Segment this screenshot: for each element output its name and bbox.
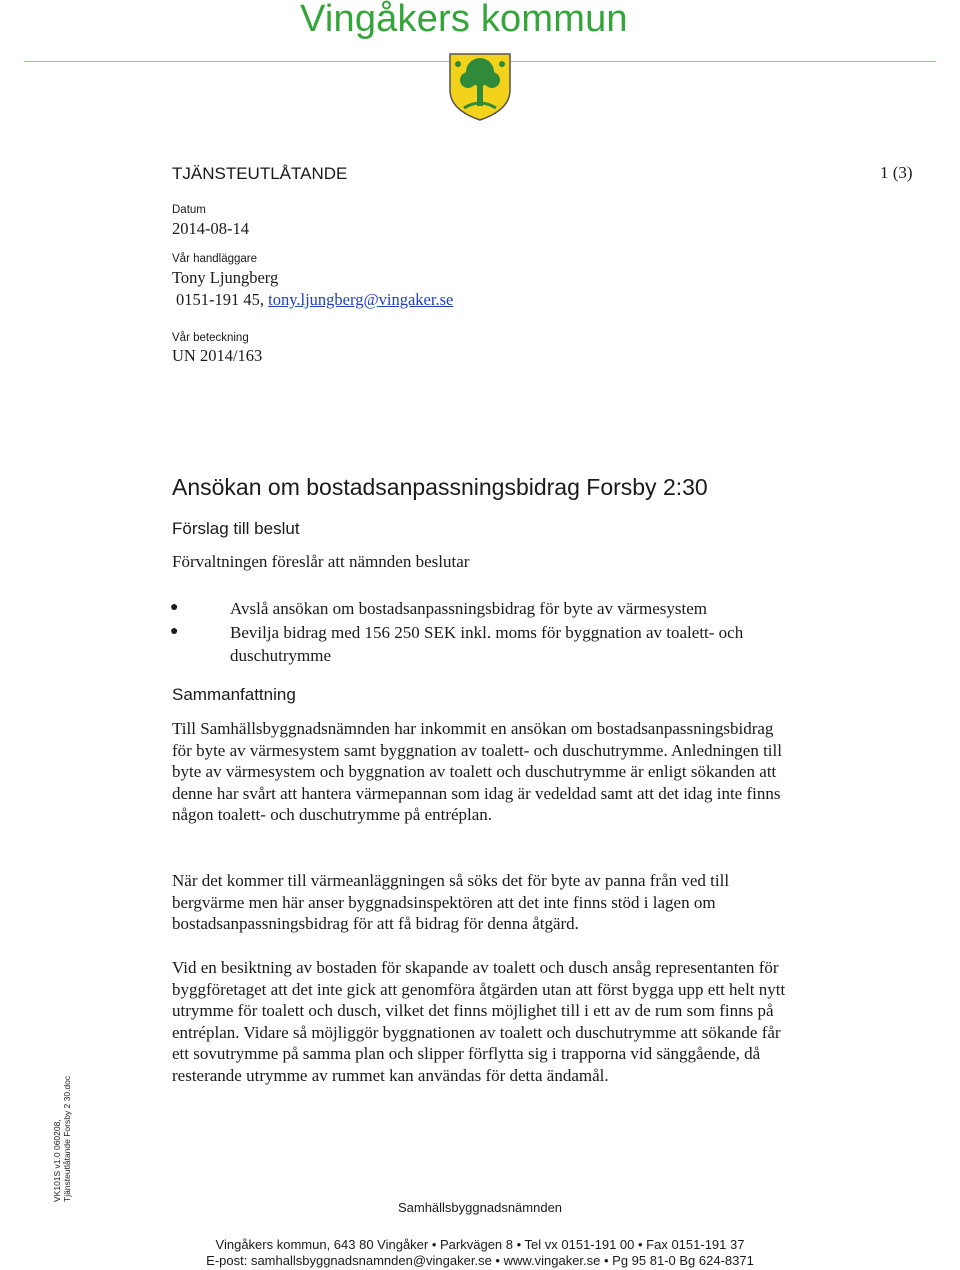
proposal-item: Bevilja bidrag med 156 250 SEK inkl. moms för byggnation av toalett- och duschutrymme [230,623,744,665]
phone-number: 0151-191 45, [176,290,269,309]
summary-paragraph: När det kommer till värmeanläggningen så söks det för byte av panna från ved till bergvärme men här anser byggnadsinspektören att det inte finns stöd i lagen om bostadsanpassningsbidrag för att få bidrag för denna åtgärd. [172,871,730,934]
date-label: Datum [172,204,206,216]
summary-paragraph: Till Samhällsbyggnadsnämnden har inkommit en ansökan om bostadsanpassningsbidrag för byte av värmesystem samt byggnation av toalett- och duschutrymme. Anledningen till byte av värmesystem och byggnation av toalett och duschutrymme är enligt sökanden att denne har svårt att hantera värmepannan som idag är vedeldad samt att det idag inte finns någon toalett- och duschutrymme på entréplan. [172,719,782,825]
document-title: Ansökan om bostadsanpassningsbidrag Forsby 2:30 [172,474,708,500]
reference-label: Vår beteckning [172,332,249,344]
reference-value: UN 2014/163 [172,346,263,365]
organization-name: Vingåkers kommun [300,0,628,40]
bullet-icon: ● [170,624,179,639]
coat-of-arms-icon [448,52,512,122]
footer-address: Vingåkers kommun, 643 80 Vingåker • Parkvägen 8 • Tel vx 0151-191 00 • Fax 0151-191 37 [215,1237,745,1252]
date-value: 2014-08-14 [172,219,249,238]
summary-heading: Sammanfattning [172,685,296,704]
page-number: 1 (3) [880,163,913,182]
proposal-item: Avslå ansökan om bostadsanpassningsbidrag för byte av värmesystem [230,599,708,618]
handler-label: Vår handläggare [172,253,258,265]
email-link[interactable]: tony.ljungberg@vingaker.se [268,290,454,309]
handler-contact [176,290,453,310]
handler-name: Tony Ljungberg [172,268,279,287]
proposal-intro: Förvaltningen föreslår att nämnden beslutar [172,552,470,571]
document-type: TJÄNSTEUTLÅTANDE [172,164,348,183]
bullet-icon: ● [170,600,179,615]
summary-paragraph: Vid en besiktning av bostaden för skapande av toalett och dusch ansåg representanten för byggföretaget att det inte gick att genomföra åtgärden utan att först bygga upp ett helt nytt utrymme för toalett och dusch, vilket det finns möjlighet till i ett av de rum som finns på entréplan. Vidare så möjliggör byggnationen av toalett och duschutrymme att sökande får ett sovutrymme på samma plan och slipper förflytta sig i trapporna vid sänggående, då resterande utrymme av rummet kan användas för detta ändamål. [172,958,786,1085]
footer-department: Samhällsbyggnadsnämnden [397,1200,563,1215]
template-margin-note [52,1076,72,1202]
file-name: Tjänsteutlåtande Forsby 2 30.doc [62,1075,72,1202]
template-id: VK101S v1.0 060208, [52,1119,62,1202]
footer-contact: E-post: samhallsbyggnadsnamnden@vingaker.se • www.vingaker.se • Pg 95 81-0 Bg 624-8371 [206,1253,754,1268]
proposal-heading: Förslag till beslut [172,519,300,538]
